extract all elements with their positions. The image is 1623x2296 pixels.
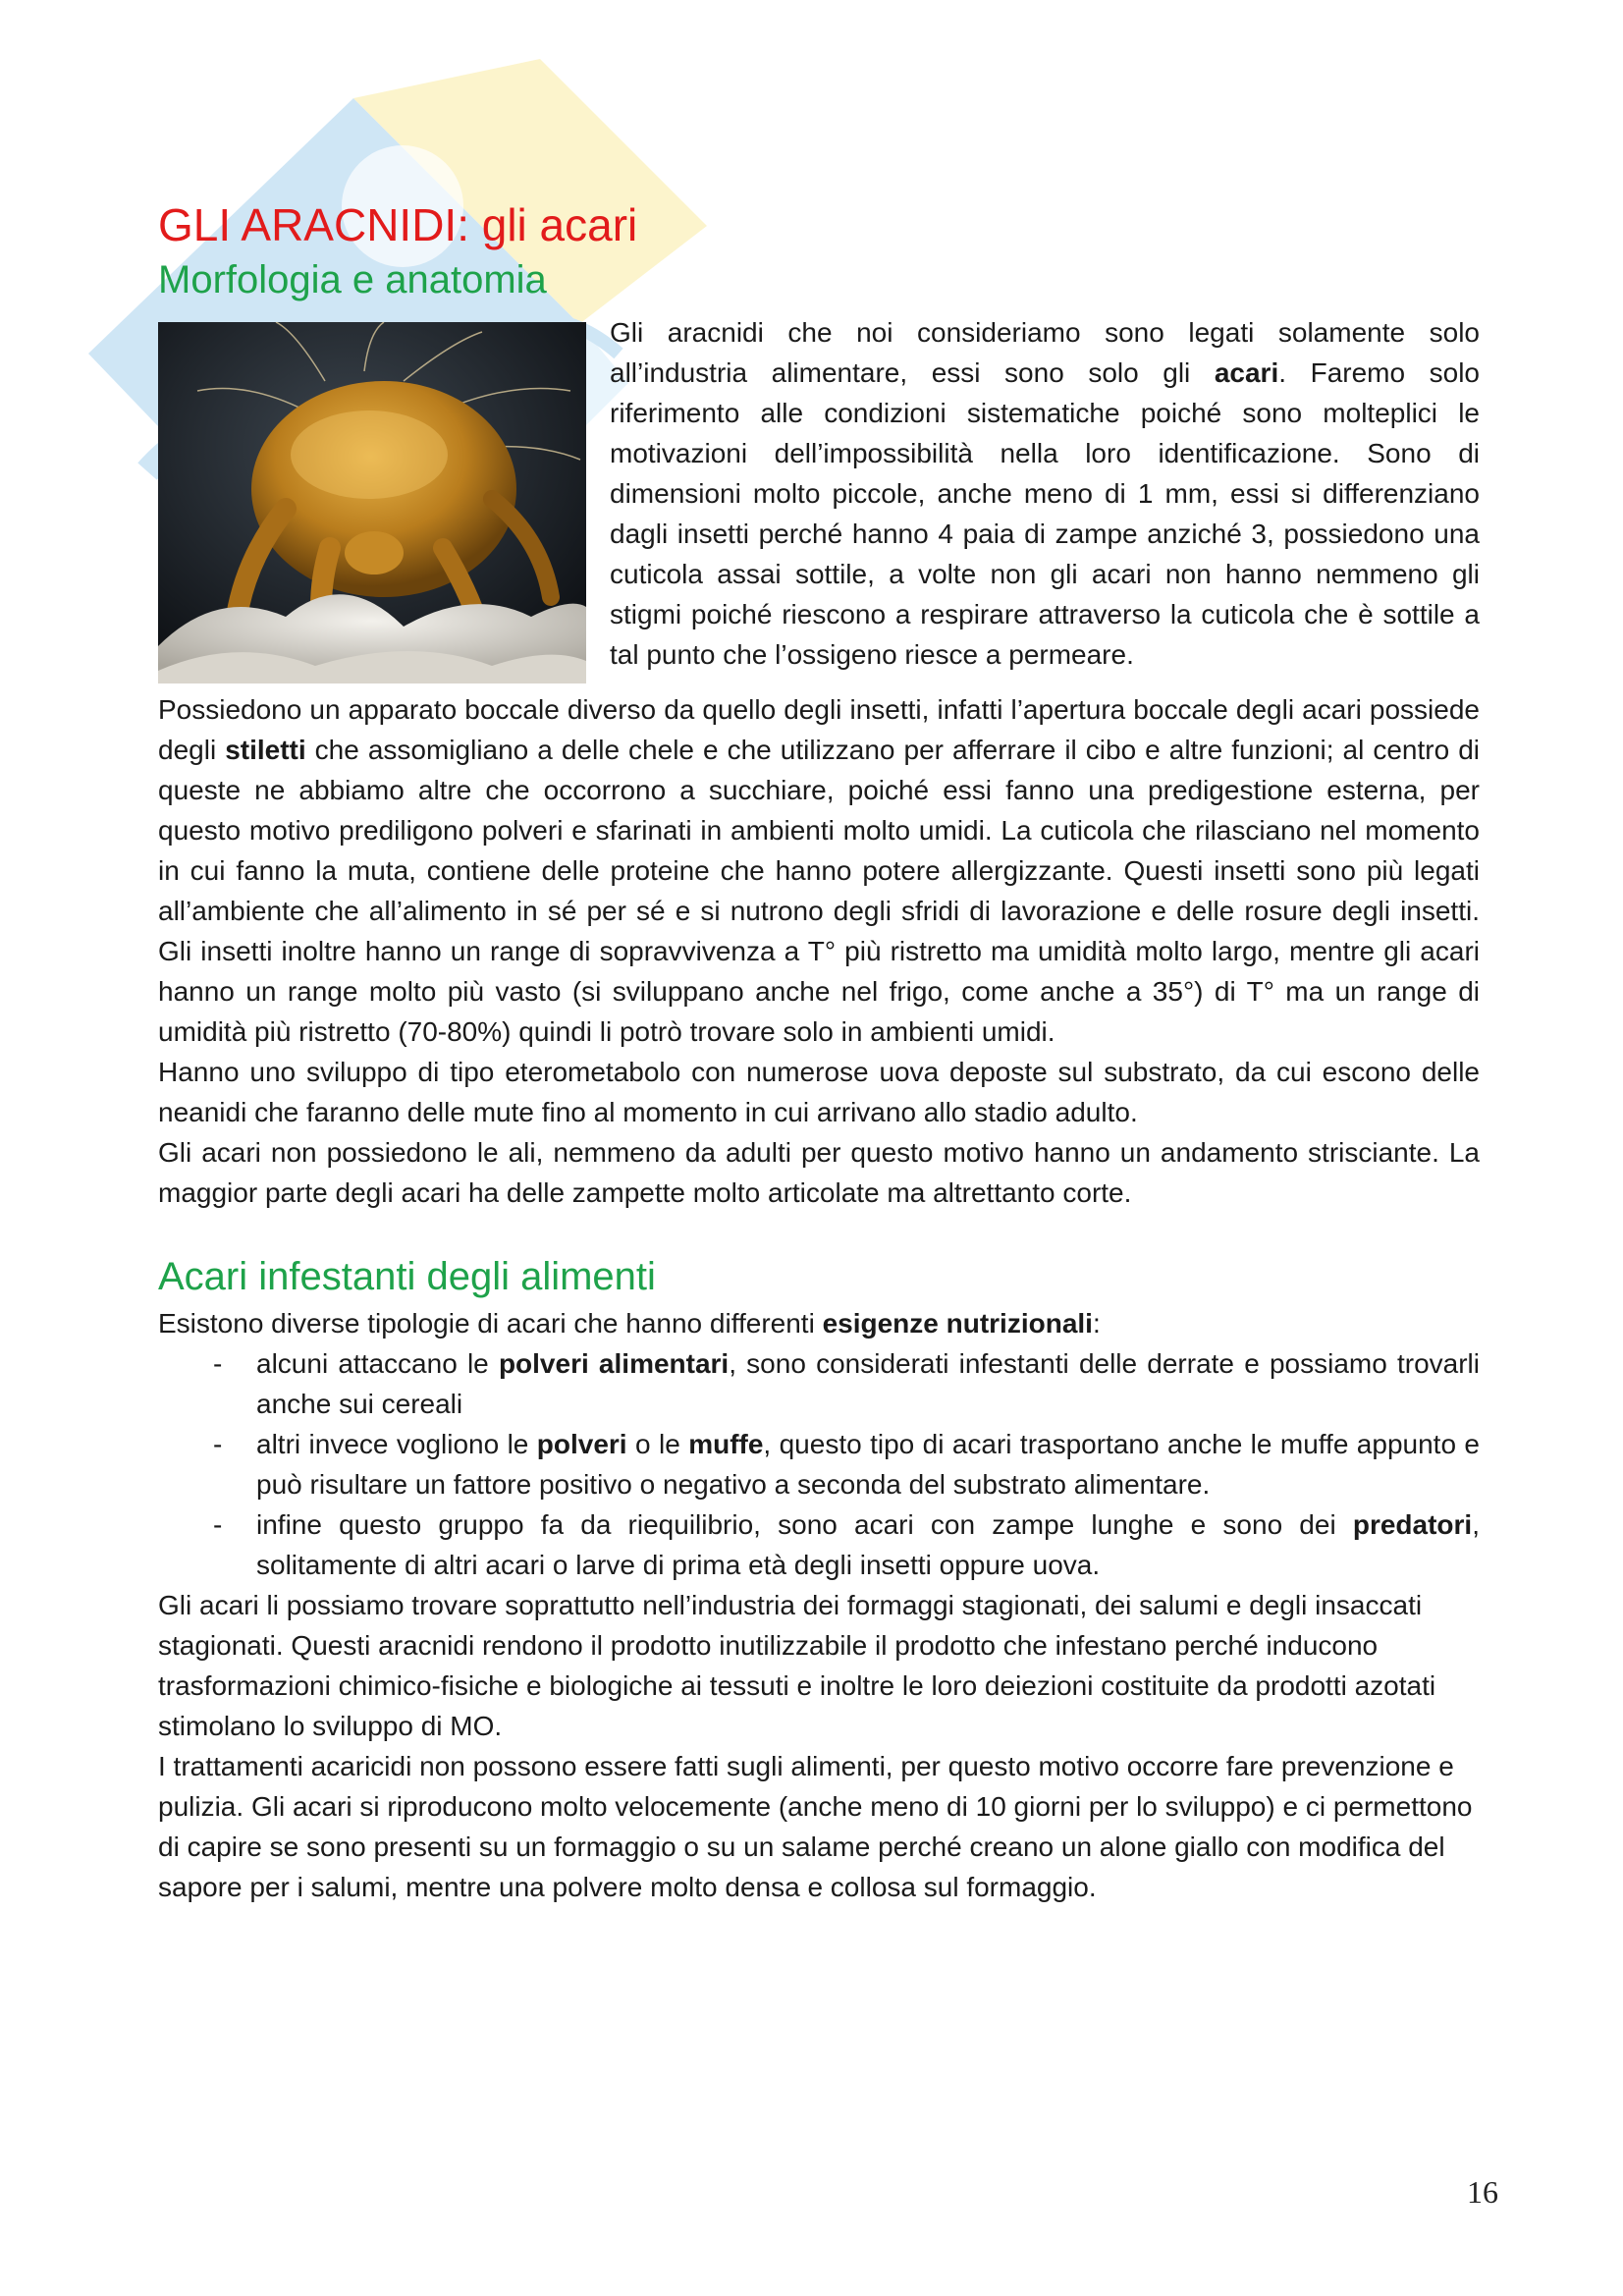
intro-text-1: Gli aracnidi che noi consideriamo sono legati solamente solo all’industria alimentare, essi sono solo gli xyxy=(610,317,1480,388)
tipologie-list xyxy=(158,1343,1480,1585)
intro-bold-acari: acari xyxy=(1214,357,1279,388)
list-item-text: altri invece vogliono le xyxy=(256,1429,537,1459)
section-title-acari-infestanti: Acari infestanti degli alimenti xyxy=(158,1255,656,1298)
list-item-bold: predatori xyxy=(1352,1509,1473,1540)
paragraph-apparato-boccale xyxy=(158,689,1480,1052)
p2-bold-stiletti: stiletti xyxy=(225,735,306,765)
list-item-text: infine questo gruppo fa da riequilibrio, sono acari con zampe lunghe e sono dei xyxy=(256,1509,1353,1540)
p2-text-2: che assomigliano a delle chele e che utilizzano per afferrare il cibo e altre funzioni; al centro di queste ne abbiamo altre che occorrono a succhiare, poiché essi fanno una predigestione esterna, per questo motivo prediligono polveri e sfarinati in ambienti molto umidi. La cuticola che rilasciano nel momento in cui fanno la muta, contiene delle proteine che hanno potere allergizzante. Questi insetti sono più legati all’ambiente che all’alimento in sé per sé e si nutrono degli sfridi di lavorazione e delle rosure degli insetti. Gli insetti inoltre hanno un range di sopravvivenza a T° più ristretto ma umidità molto largo, mentre gli acari hanno un range molto più vasto (si sviluppano anche nel frigo, come anche a 35°) di T° ma un range di umidità più ristretto (70-80%) quindi li potrò trovare solo in ambienti umidi. xyxy=(158,735,1480,1047)
intro-text-2: . Faremo solo riferimento alle condizioni sistematiche poiché sono molteplici le motivazioni dell’impossibilità nella loro identificazione. Sono di dimensioni molto piccole, anche meno di 1 mm, essi si differenziano dagli insetti perché hanno 4 paia di zampe anziché 3, possiedono una cuticola assai sottile, a volte non gli acari non hanno nemmeno gli stigmi poiché riescono a respirare attraverso la cuticola che è sottile a tal punto che l’ossigeno riesce a permeare. xyxy=(610,357,1480,670)
list-item-text: , questo tipo di acari trasportano anche le muffe appunto e può risultare un fattore positivo o negativo a seconda del substrato alimentare. xyxy=(256,1429,1480,1500)
list-item xyxy=(158,1343,1480,1424)
s2-intro-text-1: Esistono diverse tipologie di acari che hanno differenti xyxy=(158,1308,823,1339)
document-content xyxy=(158,196,1480,1907)
list-item-text: , sono considerati infestanti delle derrate e possiamo trovarli anche sui cereali xyxy=(256,1348,1480,1419)
page-title: GLI ARACNIDI: gli acari xyxy=(158,199,638,250)
mite-photo xyxy=(158,322,586,683)
s2-intro-text-2: : xyxy=(1092,1308,1101,1339)
mite-illustration xyxy=(158,322,586,683)
intro-section xyxy=(158,312,1480,689)
list-item-bold: polveri xyxy=(536,1429,627,1459)
list-item xyxy=(158,1504,1480,1585)
p2-text-1: Possiedono un apparato boccale diverso da quello degli insetti, infatti l’apertura boccale degli acari possiede degli xyxy=(158,694,1480,765)
s2-intro-bold: esigenze nutrizionali xyxy=(822,1308,1093,1339)
list-item-bold: polveri alimentari xyxy=(498,1348,730,1379)
page-number: 16 xyxy=(1467,2174,1498,2210)
paragraph-industria-formaggi: Gli acari li possiamo trovare soprattutto nell’industria dei formaggi stagionati, dei salumi e degli insaccati stagionati. Questi aracnidi rendono il prodotto inutilizzabile il prodotto che infestano perché inducono trasformazioni chimico-fisiche e biologiche ai tessuti e inoltre le loro deiezioni costituite da prodotti azotati stimolano lo sviluppo di MO. xyxy=(158,1590,1436,1741)
paragraph-ali: Gli acari non possiedono le ali, nemmeno da adulti per questo motivo hanno un andamento strisciante. La maggior parte degli acari ha delle zampette molto articolate ma altrettanto corte. xyxy=(158,1137,1480,1208)
list-item-text: alcuni attaccano le xyxy=(256,1348,499,1379)
list-item-text: , solitamente di altri acari o larve di prima età degli insetti oppure uova. xyxy=(256,1509,1480,1580)
paragraph-sviluppo: Hanno uno sviluppo di tipo eterometabolo con numerose uova deposte sul substrato, da cui escono delle neanidi che faranno delle mute fino al momento in cui arrivano allo stadio adulto. xyxy=(158,1057,1480,1127)
list-item xyxy=(158,1424,1480,1504)
list-item-bold: muffe xyxy=(688,1429,764,1459)
section2-intro xyxy=(158,1303,1480,1343)
list-item-text: o le xyxy=(626,1429,689,1459)
paragraph-trattamenti: I trattamenti acaricidi non possono essere fatti sugli alimenti, per questo motivo occorre fare prevenzione e pulizia. Gli acari si riproducono molto velocemente (anche meno di 10 giorni per lo sviluppo) e ci permettono di capire se sono presenti su un formaggio o su un salame perché creano un alone giallo con modifica del sapore per i salumi, mentre una polvere molto densa e collosa sul formaggio. xyxy=(158,1751,1473,1902)
section-title-morfologia: Morfologia e anatomia xyxy=(158,258,547,301)
